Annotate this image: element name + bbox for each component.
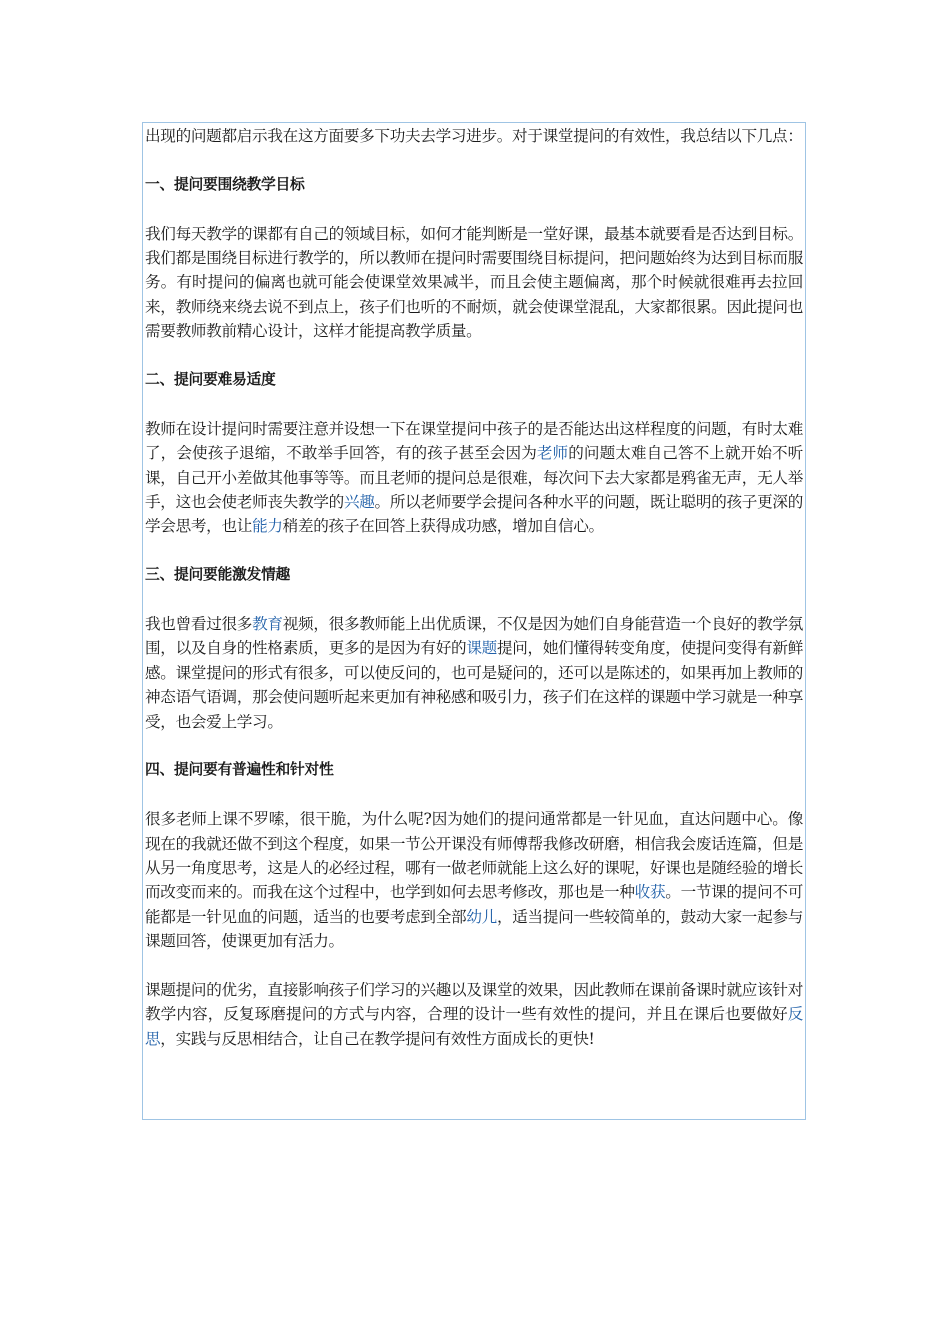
section-2-text-1: 教师在设计提问时需要注意并设想一下在课堂提问中孩子的是否能达出这样程度的问题，有时太难了，会使孩子退缩，不敢举手回答，有的孩子甚至会因为	[145, 419, 803, 463]
section-2-paragraph	[145, 417, 803, 539]
document-frame	[142, 122, 806, 1120]
section-4-text-2: 。一节课的提问不可能都是一针见血的问题，适当的也要考虑到全部	[145, 883, 803, 926]
section-4-heading: 四、提问要有普遍性和针对性	[145, 761, 334, 779]
document-body	[143, 123, 805, 1051]
section-1-text: 我们每天教学的课都有自己的领域目标，如何才能判断是一堂好课，最基本就要看是否达到目标。我们都是围绕目标进行教学的，所以教师在提问时需要围绕目标提问，把问题始终为达到目标而服务。有时提问的偏离也就可能会使课堂效果减半，而且会使主题偏离，那个时候就很难再去拉回来，教师绕来绕去说不到点上，孩子们也听的不耐烦，就会使课堂混乱，大家都很累。因此提问也需要教师教前精心设计，这样才能提高教学质量。	[145, 224, 803, 341]
section-4-paragraph	[145, 807, 803, 953]
section-2-text-4: 稍差的孩子在回答上获得成功感，增加自信心。	[282, 517, 604, 536]
intro-text: 出现的问题都启示我在这方面要多下功夫去学习进步。对于课堂提问的有效性，我总结以下几点：	[145, 127, 803, 145]
section-3-text-2: 视频，很多教师能上出优质课，不仅是因为她们自身能营造一个良好的教学氛围，以及自身的性格素质，更多的是因为有好的	[145, 615, 803, 658]
link-ability[interactable]: 能力	[252, 517, 283, 536]
section-2-text-3: 。所以老师要学会提问各种水平的问题，既让聪明的孩子更深的学会思考，也让	[145, 493, 803, 536]
section-1-heading: 一、提问要围绕教学目标	[145, 175, 305, 193]
link-interest[interactable]: 兴趣	[343, 493, 375, 512]
link-reflection[interactable]: 反思	[145, 1005, 803, 1048]
link-topic[interactable]: 课题	[466, 639, 497, 658]
conclusion-text-1: 课题提问的优劣，直接影响孩子们学习的兴趣以及课堂的效果，因此教师在课前备课时就应该针对教学内容，反复琢磨提问的方式与内容，合理的设计一些有效性的提问，并且在课后也要做好	[145, 981, 803, 1024]
link-teacher[interactable]: 老师	[536, 444, 569, 463]
section-3-text-3: 提问，她们懂得转变角度，使提问变得有新鲜感。课堂提问的形式有很多，可以使反问的，也可是疑问的，还可以是陈述的，如果再加上教师的神态语气语调，那会使问题听起来更加有神秘感和吸引力，孩子们在这样的课题中学习就是一种享受，也会爱上学习。	[145, 639, 803, 731]
link-harvest[interactable]: 收获	[634, 883, 666, 902]
section-1-paragraph	[145, 222, 803, 344]
section-3-heading: 三、提问要能激发情趣	[145, 566, 290, 584]
link-children[interactable]: 幼儿	[466, 907, 497, 926]
section-4-text-1: 很多老师上课不罗嗦，很干脆，为什么呢?因为她们的提问通常都是一针见血，直达问题中心。像现在的我就还做不到这个程度，如果一节公开课没有师傅帮我修改研磨，相信我会废话连篇，但是从另一角度思考，这是人的必经过程，哪有一做老师就能上这么好的课呢，好课也是随经验的增长而改变而来的。而我在这个过程中，也学到如何去思考修改，那也是一种	[145, 810, 803, 902]
section-3-text-1: 我也曾看过很多	[145, 615, 253, 634]
section-2-heading: 二、提问要难易适度	[145, 371, 276, 389]
conclusion-text-2: ，实践与反思相结合，让自己在教学提问有效性方面成长的更快!	[160, 1029, 595, 1048]
intro-paragraph	[145, 124, 803, 148]
conclusion-paragraph	[145, 978, 803, 1051]
link-education[interactable]: 教育	[252, 615, 283, 634]
section-3-paragraph	[145, 612, 803, 734]
section-2-text-2: 的问题太难自己答不上就开始不听课，自己开小差做其他事等等。而且老师的提问总是很难，每次问下去大家都是鸦雀无声，无人举手，这也会使老师丧失教学的	[145, 444, 803, 512]
section-4-text-3: ，适当提问一些较简单的，鼓动大家一起参与课题回答，使课更加有活力。	[145, 907, 803, 951]
